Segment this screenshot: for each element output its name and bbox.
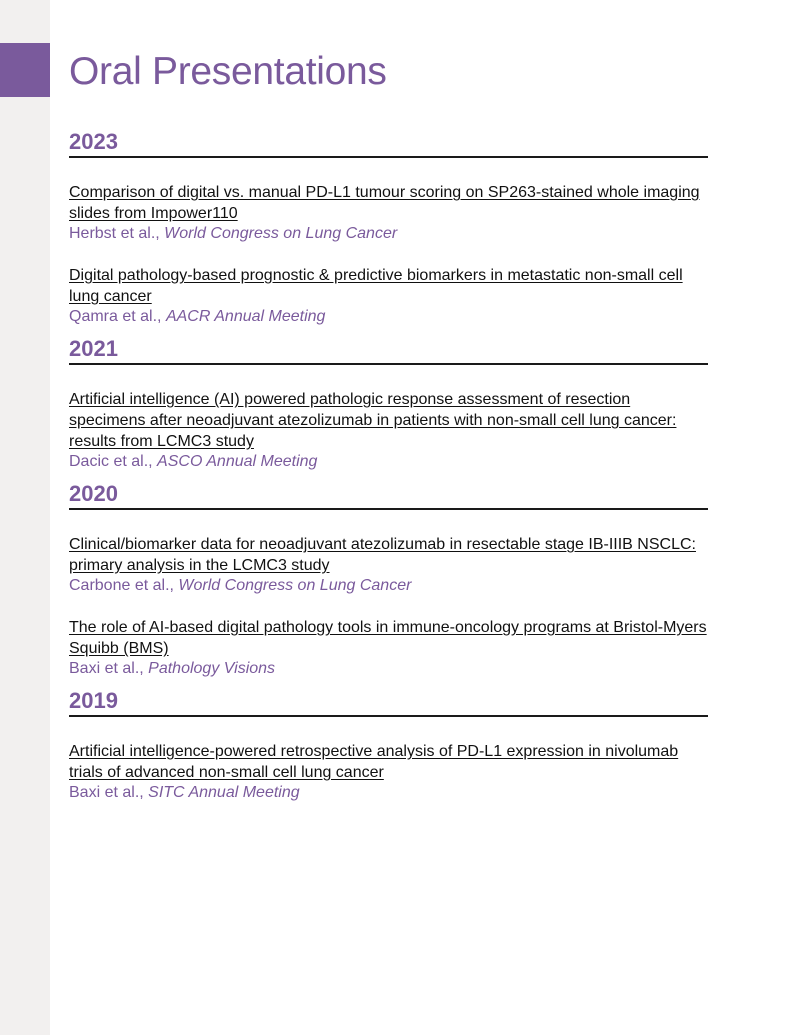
entry-list bbox=[69, 741, 708, 803]
page-title: Oral Presentations bbox=[69, 50, 387, 93]
presentation-title-link[interactable]: Digital pathology-based prognostic & predictive biomarkers in metastatic non-small cell lung cancer bbox=[69, 267, 683, 305]
presentation-entry bbox=[69, 741, 708, 803]
authors: Herbst et al., bbox=[69, 225, 160, 242]
year-section-2020 bbox=[69, 481, 708, 679]
title-accent-block bbox=[0, 43, 50, 97]
year-heading: 2023 bbox=[69, 129, 708, 158]
venue: World Congress on Lung Cancer bbox=[178, 577, 412, 594]
presentation-entry bbox=[69, 617, 708, 679]
year-section-2019 bbox=[69, 688, 708, 803]
presentation-entry bbox=[69, 265, 708, 327]
presentation-entry bbox=[69, 534, 708, 596]
presentation-title-link[interactable]: Comparison of digital vs. manual PD-L1 tumour scoring on SP263-stained whole imaging slides from Impower110 bbox=[69, 184, 700, 222]
venue: ASCO Annual Meeting bbox=[157, 453, 318, 470]
entry-list bbox=[69, 182, 708, 327]
page-content bbox=[69, 46, 708, 803]
entry-list bbox=[69, 389, 708, 472]
venue: SITC Annual Meeting bbox=[148, 784, 300, 801]
presentation-title-link[interactable]: The role of AI-based digital pathology tools in immune-oncology programs at Bristol-Myers Squibb (BMS) bbox=[69, 619, 707, 657]
authors: Baxi et al., bbox=[69, 660, 144, 677]
authors: Baxi et al., bbox=[69, 784, 144, 801]
presentation-citation bbox=[69, 307, 708, 327]
left-margin-strip bbox=[0, 0, 50, 1035]
entry-list bbox=[69, 534, 708, 679]
venue: AACR Annual Meeting bbox=[165, 308, 326, 325]
presentation-citation bbox=[69, 576, 708, 596]
presentation-title-link[interactable]: Clinical/biomarker data for neoadjuvant atezolizumab in resectable stage IB-IIIB NSCLC: primary analysis in the LCMC3 study bbox=[69, 536, 696, 574]
venue: World Congress on Lung Cancer bbox=[164, 225, 398, 242]
presentation-citation bbox=[69, 224, 708, 244]
year-section-2023 bbox=[69, 129, 708, 327]
year-heading: 2020 bbox=[69, 481, 708, 510]
presentation-title-link[interactable]: Artificial intelligence (AI) powered pathologic response assessment of resection specimens after neoadjuvant atezolizumab in patients with non-small cell lung cancer: results from LCMC3 study bbox=[69, 391, 677, 450]
year-heading: 2019 bbox=[69, 688, 708, 717]
year-section-2021 bbox=[69, 336, 708, 472]
presentation-citation bbox=[69, 659, 708, 679]
presentation-entry bbox=[69, 182, 708, 244]
authors: Carbone et al., bbox=[69, 577, 174, 594]
presentation-entry bbox=[69, 389, 708, 472]
authors: Qamra et al., bbox=[69, 308, 162, 325]
authors: Dacic et al., bbox=[69, 453, 153, 470]
presentation-citation bbox=[69, 452, 708, 472]
presentation-title-link[interactable]: Artificial intelligence-powered retrospective analysis of PD-L1 expression in nivolumab trials of advanced non-small cell lung cancer bbox=[69, 743, 679, 781]
year-heading: 2021 bbox=[69, 336, 708, 365]
venue: Pathology Visions bbox=[148, 660, 276, 677]
presentation-citation bbox=[69, 783, 708, 803]
